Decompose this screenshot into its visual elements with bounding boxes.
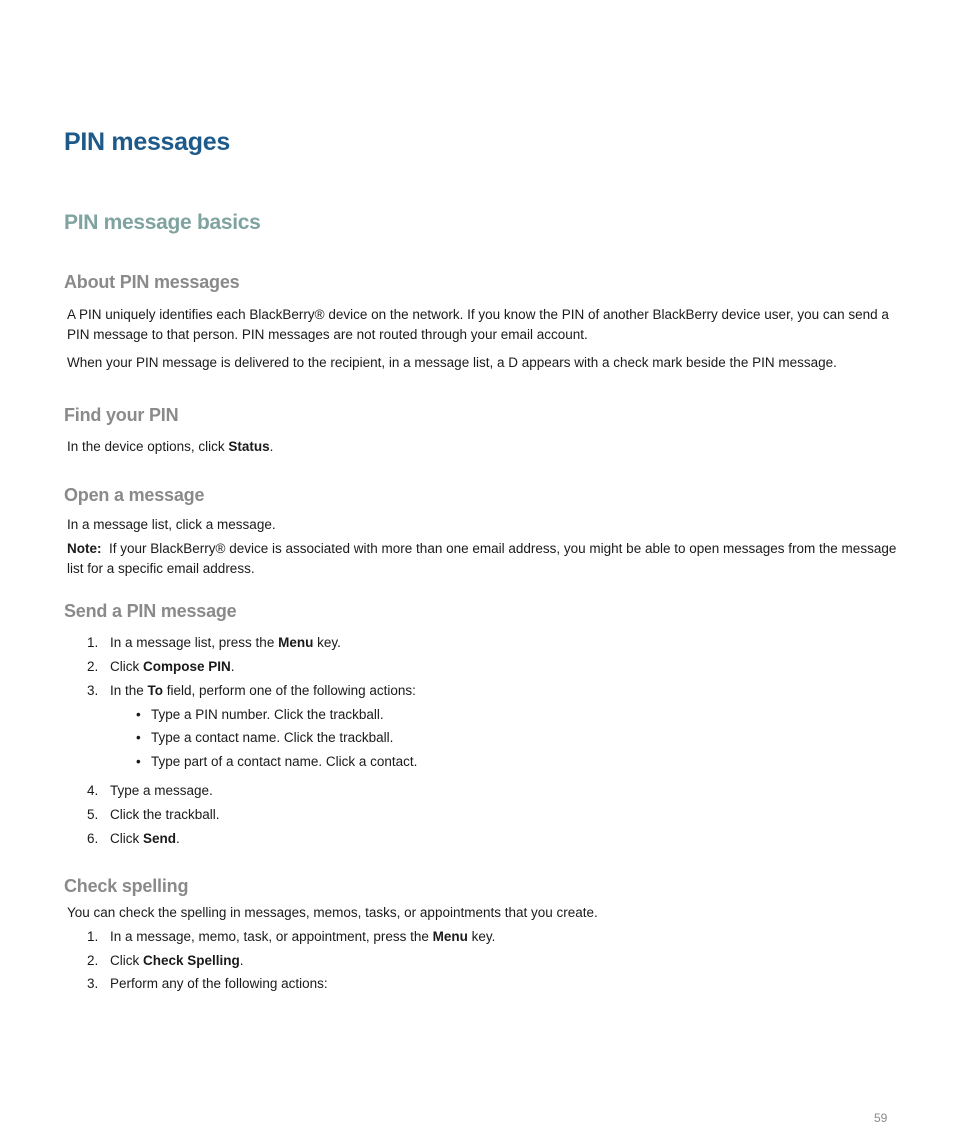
step-bold-text: Compose PIN	[143, 659, 231, 674]
check-spelling-step	[87, 951, 244, 971]
send-pin-step	[87, 829, 180, 849]
step-text-end: field, perform one of the following actions:	[163, 683, 416, 698]
step-text-end: key.	[313, 635, 341, 650]
subsection-heading-find-pin: Find your PIN	[64, 405, 179, 425]
step-text: In a message, memo, task, or appointment, press the	[110, 929, 433, 944]
check-spelling-step	[87, 974, 328, 994]
step-bold-text: Check Spelling	[143, 953, 240, 968]
bullet-text: Type part of a contact name. Click a contact.	[151, 754, 418, 769]
note-text: If your BlackBerry® device is associated with more than one email address, you might be able to open messages from the message list for a specific email address.	[67, 541, 901, 576]
send-pin-step	[87, 805, 220, 825]
find-pin-paragraph	[67, 437, 897, 457]
send-pin-step	[87, 657, 235, 677]
bullet-icon: •	[136, 730, 141, 745]
step-text-end: .	[239, 953, 244, 968]
step-bold-text: To	[147, 683, 164, 698]
step-text-end: .	[176, 831, 180, 846]
step-number: 1.	[87, 929, 99, 944]
open-message-paragraph: In a message list, click a message.	[67, 517, 276, 532]
step-text: In a message list, press the	[110, 635, 279, 650]
step-number: 2.	[87, 659, 99, 674]
step-text: In the	[110, 683, 148, 698]
step-number: 1.	[87, 635, 99, 650]
bullet-icon: •	[136, 707, 141, 722]
step-text-end: .	[230, 659, 235, 674]
step-text: Click	[110, 659, 143, 674]
step-number: 2.	[87, 953, 99, 968]
subsection-heading-check-spelling: Check spelling	[64, 876, 189, 896]
check-spelling-step	[87, 927, 495, 947]
bullet-item	[136, 752, 417, 772]
bullet-item	[136, 705, 384, 725]
find-pin-text: In the device options, click	[67, 439, 229, 454]
step-text: Perform any of the following actions:	[110, 976, 328, 991]
bullet-icon: •	[136, 754, 141, 769]
step-number: 3.	[87, 976, 99, 991]
page-title: PIN messages	[64, 128, 230, 156]
subsection-heading-about: About PIN messages	[64, 272, 240, 292]
about-paragraph-1: A PIN uniquely identifies each BlackBerry® device on the network. If you know the PIN of another BlackBerry device user, you can send a PIN message to that person. PIN messages are not routed through your email account.	[67, 307, 889, 342]
step-text-end: key.	[467, 929, 496, 944]
note-label: Note:	[67, 541, 102, 556]
find-pin-status-label: Status	[228, 439, 270, 454]
subsection-heading-send-pin: Send a PIN message	[64, 601, 237, 621]
step-bold-text: Menu	[278, 635, 314, 650]
step-number: 3.	[87, 683, 99, 698]
step-text: Click the trackball.	[110, 807, 220, 822]
about-paragraph-2: When your PIN message is delivered to the recipient, in a message list, a D appears with a check mark beside the PIN message.	[67, 355, 837, 370]
bullet-text: Type a PIN number. Click the trackball.	[151, 707, 384, 722]
send-pin-step	[87, 633, 341, 653]
step-number: 5.	[87, 807, 99, 822]
find-pin-text-end: .	[269, 439, 274, 454]
step-bold-text: Menu	[432, 929, 468, 944]
step-text: Click	[110, 953, 143, 968]
send-pin-step	[87, 781, 213, 801]
subsection-heading-open-message: Open a message	[64, 485, 205, 505]
bullet-item	[136, 728, 393, 748]
send-pin-step	[87, 681, 416, 701]
page-number: 59	[874, 1111, 888, 1125]
step-text: Click	[110, 831, 143, 846]
open-message-note	[67, 539, 901, 579]
bullet-text: Type a contact name. Click the trackball.	[151, 730, 394, 745]
step-bold-text: Send	[143, 831, 177, 846]
check-spelling-intro: You can check the spelling in messages, memos, tasks, or appointments that you create.	[67, 905, 598, 920]
section-heading: PIN message basics	[64, 211, 261, 234]
step-number: 4.	[87, 783, 99, 798]
step-number: 6.	[87, 831, 99, 846]
step-text: Type a message.	[110, 783, 213, 798]
